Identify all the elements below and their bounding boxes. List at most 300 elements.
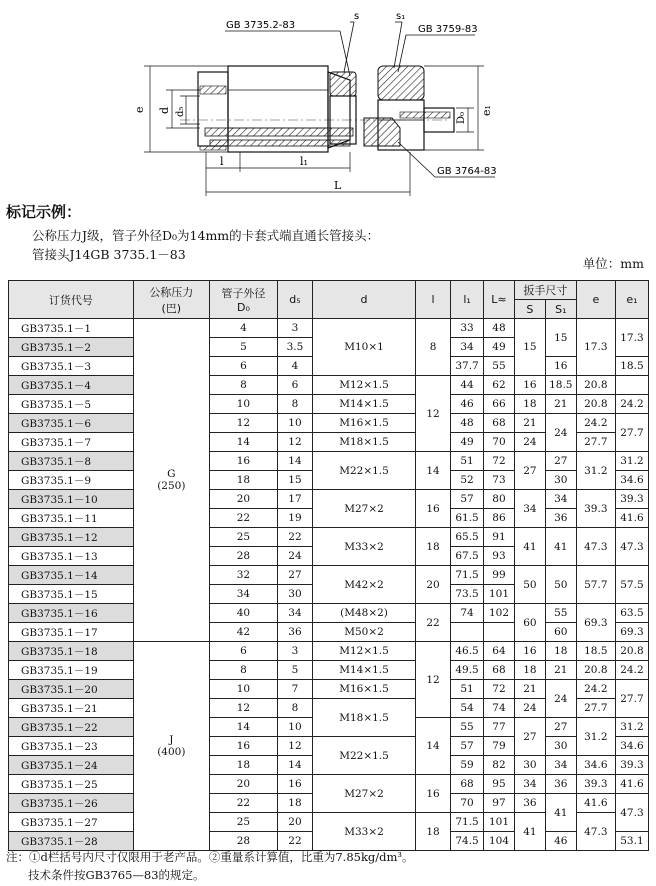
cell-od: 25: [209, 528, 277, 547]
cell-S: 27: [514, 452, 545, 490]
cell-L: 102: [484, 604, 515, 623]
cell-d5: 24: [277, 547, 312, 566]
cell-e: 47.3: [576, 813, 615, 851]
cell-od: 42: [209, 623, 277, 642]
cell-e: 27.7: [576, 433, 615, 452]
cell-e1: 34.6: [615, 471, 648, 490]
table-row: [9, 737, 649, 756]
cell-S: 21: [514, 414, 545, 433]
cell-od: 28: [209, 547, 277, 566]
cell-l: 18: [416, 813, 451, 851]
table-row: [9, 775, 649, 794]
cell-l: 12: [416, 376, 451, 452]
cell-d: M33×2: [312, 813, 415, 851]
cell-code: GB3735.1－13: [9, 547, 134, 566]
cell-l1: 71.5: [451, 813, 484, 832]
header-e: e: [576, 281, 615, 319]
cell-S: 24: [514, 699, 545, 718]
cell-e1: 41.6: [615, 509, 648, 528]
cell-L: 104: [484, 832, 515, 851]
cell-S1: 16: [545, 357, 576, 376]
cell-e1: 41.6: [615, 775, 648, 794]
cell-od: 6: [209, 642, 277, 661]
table-row: [9, 490, 649, 509]
cell-d: M12×1.5: [312, 376, 415, 395]
cell-od: 12: [209, 699, 277, 718]
cell-code: GB3735.1－9: [9, 471, 134, 490]
cell-S1: 41: [545, 528, 576, 566]
cell-pressure: [133, 319, 209, 642]
table-row: [9, 566, 649, 585]
cell-S: 60: [514, 604, 545, 642]
cell-pressure: [133, 642, 209, 851]
cell-d5: 7: [277, 680, 312, 699]
unit-label: 单位：mm: [582, 256, 644, 271]
cell-code: GB3735.1－19: [9, 661, 134, 680]
cell-l: 18: [416, 528, 451, 566]
cell-l1: 49: [451, 433, 484, 452]
cell-S: 30: [514, 756, 545, 775]
cell-d: (M48×2): [312, 604, 415, 623]
cell-od: 10: [209, 395, 277, 414]
cell-l1: 48: [451, 414, 484, 433]
cell-L: 68: [484, 661, 515, 680]
cell-d5: 22: [277, 832, 312, 851]
cell-od: 8: [209, 376, 277, 395]
cell-l: 16: [416, 775, 451, 813]
cell-l1: 46.5: [451, 642, 484, 661]
cell-e: 24.2: [576, 680, 615, 699]
cell-d5: 8: [277, 699, 312, 718]
cell-code: GB3735.1－21: [9, 699, 134, 718]
label-s: s: [354, 11, 360, 22]
header-od: 管子外径 D₀: [209, 281, 277, 319]
header-code: 订货代号: [9, 281, 134, 319]
cell-l1: 73.5: [451, 585, 484, 604]
cell-d5: 4: [277, 357, 312, 376]
cell-code: GB3735.1－22: [9, 718, 134, 737]
cell-l: 20: [416, 566, 451, 604]
label-D0: D₀: [456, 111, 467, 124]
cell-od: 18: [209, 471, 277, 490]
cell-e1: 57.5: [615, 566, 648, 604]
table-row: [9, 376, 649, 395]
cell-l1: 34: [451, 338, 484, 357]
cell-e: 17.3: [576, 319, 615, 376]
cell-d: M27×2: [312, 490, 415, 528]
cell-e1: 53.1: [615, 832, 648, 851]
table-row: [9, 623, 649, 642]
cell-S: 41: [514, 528, 545, 566]
header-row: [9, 281, 649, 300]
cell-e: 20.8: [576, 395, 615, 414]
cell-S1: 34: [545, 756, 576, 775]
nut: [330, 66, 454, 150]
cell-code: GB3735.1－27: [9, 813, 134, 832]
cell-L: 86: [484, 509, 515, 528]
cell-L: 62: [484, 376, 515, 395]
cell-L: 101: [484, 813, 515, 832]
cell-l: 8: [416, 319, 451, 376]
cell-d5: 34: [277, 604, 312, 623]
cell-l1: 61.5: [451, 509, 484, 528]
table-row: [9, 452, 649, 471]
label-l: l: [220, 155, 224, 168]
cell-od: 16: [209, 737, 277, 756]
cell-e1: 31.2: [615, 718, 648, 737]
cell-e1: 24.2: [615, 395, 648, 414]
cell-S: 15: [514, 319, 545, 376]
cell-d5: 8: [277, 395, 312, 414]
cell-l1: 33: [451, 319, 484, 338]
cell-L: 74: [484, 699, 515, 718]
cell-code: GB3735.1－17: [9, 623, 134, 642]
cell-code: GB3735.1－24: [9, 756, 134, 775]
cell-L: 82: [484, 756, 515, 775]
cell-code: GB3735.1－7: [9, 433, 134, 452]
cell-d5: 36: [277, 623, 312, 642]
std-connector-label: GB 3735.2-83: [226, 20, 296, 31]
label-d5: d₅: [175, 106, 186, 117]
cell-d: M16×1.5: [312, 680, 415, 699]
cell-L: 80: [484, 490, 515, 509]
cell-d: M22×1.5: [312, 737, 415, 775]
cell-l1: [451, 623, 484, 642]
table-row: [9, 642, 649, 661]
cell-S: 21: [514, 680, 545, 699]
table-row: [9, 604, 649, 623]
cell-d: M12×1.5: [312, 642, 415, 661]
cell-e1: 27.7: [615, 414, 648, 452]
cell-code: GB3735.1－10: [9, 490, 134, 509]
cell-l1: 51: [451, 452, 484, 471]
cell-S: 34: [514, 775, 545, 794]
cell-od: 14: [209, 718, 277, 737]
cell-S: 34: [514, 490, 545, 528]
cell-L: 97: [484, 794, 515, 813]
cell-e1: 63.5: [615, 604, 648, 623]
cell-S1: 34: [545, 490, 576, 509]
cell-code: GB3735.1－8: [9, 452, 134, 471]
cell-e: 18.5: [576, 642, 615, 661]
cell-l: 22: [416, 604, 451, 642]
header-d: d: [312, 281, 415, 319]
cell-S1: 15: [545, 319, 576, 357]
cell-e: 47.3: [576, 528, 615, 566]
cell-S1: 24: [545, 414, 576, 452]
table-row: [9, 395, 649, 414]
cell-d: M10×1: [312, 319, 415, 376]
cell-d5: 30: [277, 585, 312, 604]
cell-code: GB3735.1－6: [9, 414, 134, 433]
cell-od: 22: [209, 509, 277, 528]
table-row: [9, 680, 649, 699]
cell-e1: 39.3: [615, 756, 648, 775]
cell-S: 16: [514, 376, 545, 395]
cell-S1: 60: [545, 623, 576, 642]
cell-e1: 20.8: [615, 642, 648, 661]
cell-d5: 3.5: [277, 338, 312, 357]
cell-S: 18: [514, 661, 545, 680]
cell-d5: 15: [277, 471, 312, 490]
pressure-grade: J: [169, 734, 174, 746]
cell-d: M42×2: [312, 566, 415, 604]
cell-d5: 3: [277, 319, 312, 338]
header-wrench: 扳手尺寸: [514, 281, 576, 300]
cell-l1: 51: [451, 680, 484, 699]
cell-l: 14: [416, 718, 451, 775]
cell-L: 68: [484, 414, 515, 433]
cell-d5: 14: [277, 452, 312, 471]
cell-code: GB3735.1－12: [9, 528, 134, 547]
cell-S1: 30: [545, 737, 576, 756]
cell-l1: 74.5: [451, 832, 484, 851]
cell-d5: 16: [277, 775, 312, 794]
cell-code: GB3735.1－28: [9, 832, 134, 851]
cell-e1: 39.3: [615, 490, 648, 509]
cell-L: 73: [484, 471, 515, 490]
header-d5: d₅: [277, 281, 312, 319]
cell-L: 93: [484, 547, 515, 566]
cell-l: 16: [416, 490, 451, 528]
cell-d: M18×1.5: [312, 699, 415, 737]
cell-l1: 37.7: [451, 357, 484, 376]
cell-l1: 71.5: [451, 566, 484, 585]
cell-e1: 47.3: [615, 794, 648, 832]
cell-l1: 67.5: [451, 547, 484, 566]
cell-L: 101: [484, 585, 515, 604]
header-l: l: [416, 281, 451, 319]
note-1: 注：①d栏括号内尺寸仅限用于老产品。②重量系计算值，比重为7.85kg/dm³。: [6, 850, 414, 864]
cell-d5: 5: [277, 661, 312, 680]
pressure-bar: (400): [157, 746, 186, 758]
std-ring-label: GB 3764-83: [437, 166, 497, 177]
cell-S1: 21: [545, 395, 576, 414]
cell-S1: 46: [545, 832, 576, 851]
cell-S1: 50: [545, 566, 576, 604]
cell-od: 4: [209, 319, 277, 338]
cell-d: M14×1.5: [312, 395, 415, 414]
cell-S1: 21: [545, 661, 576, 680]
cell-l1: 57: [451, 490, 484, 509]
cell-d5: 27: [277, 566, 312, 585]
cell-d5: 22: [277, 528, 312, 547]
cell-e: 39.3: [576, 775, 615, 794]
cell-od: 14: [209, 433, 277, 452]
cell-L: 79: [484, 737, 515, 756]
cell-code: GB3735.1－11: [9, 509, 134, 528]
cell-od: 10: [209, 680, 277, 699]
cell-code: GB3735.1－23: [9, 737, 134, 756]
cell-d: M22×1.5: [312, 452, 415, 490]
pressure-grade: G: [167, 468, 176, 480]
header-S1: S₁: [545, 300, 576, 319]
cell-l1: 55: [451, 718, 484, 737]
cell-code: GB3735.1－18: [9, 642, 134, 661]
label-e1: e₁: [480, 105, 493, 116]
cell-e: 24.2: [576, 414, 615, 433]
cell-e1: 34.6: [615, 737, 648, 756]
cell-L: 77: [484, 718, 515, 737]
cell-e1: 69.3: [615, 623, 648, 642]
cell-L: 72: [484, 680, 515, 699]
cell-code: GB3735.1－20: [9, 680, 134, 699]
cell-od: 6: [209, 357, 277, 376]
cell-d5: 3: [277, 642, 312, 661]
cell-d: M33×2: [312, 528, 415, 566]
cell-od: 40: [209, 604, 277, 623]
cell-S: 27: [514, 718, 545, 756]
label-d: d: [158, 106, 171, 114]
cell-l1: 65.5: [451, 528, 484, 547]
cell-S1: 55: [545, 604, 576, 623]
cell-S1: 30: [545, 471, 576, 490]
table-row: [9, 528, 649, 547]
cell-l1: 44: [451, 376, 484, 395]
cell-od: 16: [209, 452, 277, 471]
cell-S1: 18: [545, 642, 576, 661]
cell-S: 18: [514, 395, 545, 414]
cell-e: 27.7: [576, 699, 615, 718]
cell-e: 20.8: [576, 661, 615, 680]
cell-e1: 27.7: [615, 680, 648, 718]
cell-code: GB3735.1－15: [9, 585, 134, 604]
cell-e1: 17.3: [615, 319, 648, 357]
cell-l1: 70: [451, 794, 484, 813]
spec-table: [8, 280, 649, 851]
cell-e: 41.6: [576, 794, 615, 813]
cell-e: 34.6: [576, 756, 615, 775]
cell-S: 16: [514, 642, 545, 661]
cell-e1: 18.5: [615, 357, 648, 376]
section-heading: 标记示例：: [6, 203, 82, 221]
label-L: L: [334, 179, 342, 192]
cell-L: 70: [484, 433, 515, 452]
spec-table-body: [9, 319, 649, 851]
cell-l: 12: [416, 642, 451, 718]
cell-l: 14: [416, 452, 451, 490]
cell-e1: [615, 376, 648, 395]
label-s1: s₁: [396, 11, 406, 22]
cell-S: 41: [514, 813, 545, 851]
label-l1: l₁: [300, 155, 308, 168]
cell-code: GB3735.1－25: [9, 775, 134, 794]
cell-e: 31.2: [576, 452, 615, 490]
cell-S: 24: [514, 433, 545, 452]
note-2: 技术条件按GB3765—83的规定。: [28, 868, 205, 882]
cell-S1: 41: [545, 794, 576, 832]
pressure-bar: (250): [157, 480, 186, 492]
cell-od: 28: [209, 832, 277, 851]
header-l1: l₁: [451, 281, 484, 319]
header-e1: e₁: [615, 281, 648, 319]
cell-d5: 10: [277, 718, 312, 737]
header-pressure: 公称压力 (巴): [133, 281, 209, 319]
header-S: S: [514, 300, 545, 319]
cell-od: 8: [209, 661, 277, 680]
cell-L: 66: [484, 395, 515, 414]
cell-l1: 49.5: [451, 661, 484, 680]
cell-S1: 36: [545, 509, 576, 528]
cell-e: 39.3: [576, 490, 615, 528]
cell-code: GB3735.1－26: [9, 794, 134, 813]
cell-d5: 14: [277, 756, 312, 775]
cell-code: GB3735.1－4: [9, 376, 134, 395]
cell-e: 57.7: [576, 566, 615, 604]
cell-d: M16×1.5: [312, 414, 415, 433]
cell-L: 48: [484, 319, 515, 338]
notes: [6, 848, 414, 884]
table-row: [9, 319, 649, 338]
cell-L: 91: [484, 528, 515, 547]
cell-S: 36: [514, 794, 545, 813]
cell-d: M50×2: [312, 623, 415, 642]
cell-d5: 20: [277, 813, 312, 832]
cell-od: 20: [209, 775, 277, 794]
cell-code: GB3735.1－1: [9, 319, 134, 338]
cell-d: M27×2: [312, 775, 415, 813]
cell-S1: 18.5: [545, 376, 576, 395]
cell-e: 20.8: [576, 376, 615, 395]
example-line-2: 管接头J14GB 3735.1－83: [32, 247, 186, 262]
cell-od: 18: [209, 756, 277, 775]
table-row: [9, 414, 649, 433]
cell-od: 5: [209, 338, 277, 357]
cell-od: 34: [209, 585, 277, 604]
connector-drawing: [0, 0, 656, 200]
cell-code: GB3735.1－3: [9, 357, 134, 376]
cell-d5: 12: [277, 433, 312, 452]
cell-L: 64: [484, 642, 515, 661]
header-L: L≈: [484, 281, 515, 319]
cell-l1: 57: [451, 737, 484, 756]
cell-d5: 18: [277, 794, 312, 813]
cell-L: 72: [484, 452, 515, 471]
cell-code: GB3735.1－16: [9, 604, 134, 623]
cell-d5: 19: [277, 509, 312, 528]
cell-e: 31.2: [576, 718, 615, 756]
cell-d5: 12: [277, 737, 312, 756]
cell-od: 22: [209, 794, 277, 813]
cell-L: 95: [484, 775, 515, 794]
cell-S1: 36: [545, 775, 576, 794]
cell-l1: 59: [451, 756, 484, 775]
std-nut-label: GB 3759-83: [418, 24, 478, 35]
table-row: [9, 661, 649, 680]
cell-e1: 31.2: [615, 452, 648, 471]
example-line-1: 公称压力J级，管子外径D₀为14mm的卡套式端直通长管接头：: [32, 228, 380, 243]
cell-l1: 68: [451, 775, 484, 794]
cell-S1: 27: [545, 452, 576, 471]
cell-code: GB3735.1－2: [9, 338, 134, 357]
cell-L: [484, 623, 515, 642]
cell-code: GB3735.1－5: [9, 395, 134, 414]
cell-l1: 52: [451, 471, 484, 490]
cell-od: 25: [209, 813, 277, 832]
cell-S1: 27: [545, 718, 576, 737]
cell-d5: 6: [277, 376, 312, 395]
cell-l1: 54: [451, 699, 484, 718]
cell-l1: 74: [451, 604, 484, 623]
cell-e: 69.3: [576, 604, 615, 642]
cell-L: 49: [484, 338, 515, 357]
cell-d: M14×1.5: [312, 661, 415, 680]
cell-e1: 24.2: [615, 661, 648, 680]
cell-od: 32: [209, 566, 277, 585]
cell-S: 50: [514, 566, 545, 604]
cell-L: 99: [484, 566, 515, 585]
cell-e1: 47.3: [615, 528, 648, 566]
